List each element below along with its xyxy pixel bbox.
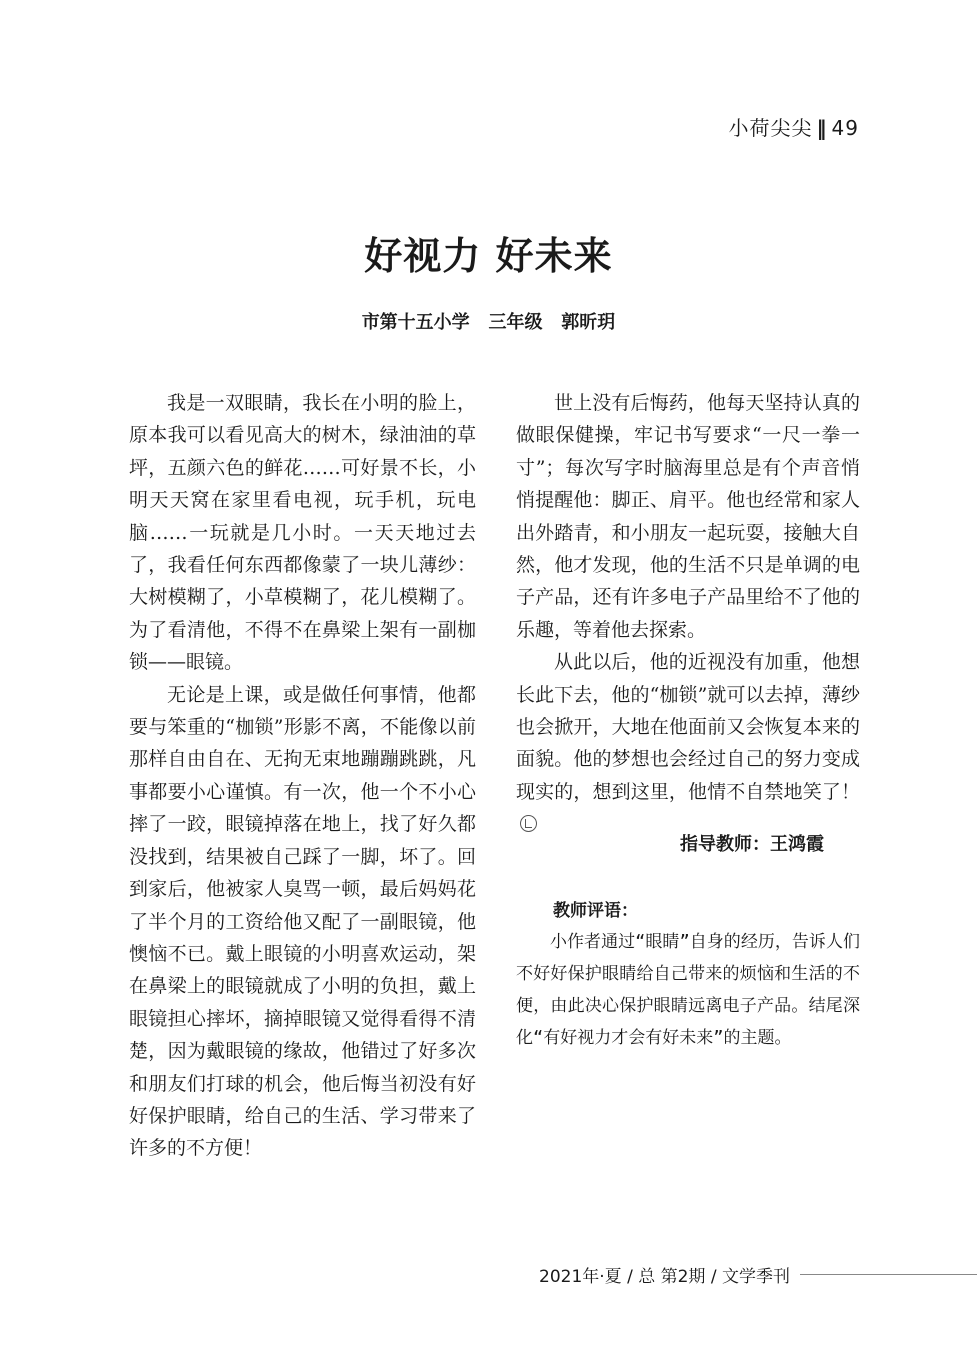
header-separator: ‖ <box>816 116 828 140</box>
section-name: 小荷尖尖 <box>728 116 813 140</box>
article-title: 好视力 好未来 <box>364 234 613 278</box>
running-header <box>729 112 859 141</box>
advisor-credit: 指导教师：王鸿霞 <box>680 834 824 855</box>
body-paragraph: 世上没有后悔药，他每天坚持认真的做眼保健操，牢记书写要求“一尺一拳一寸”；每次写字时脑海里总是有个声音悄悄提醒他：脚正、肩平。他也经常和家人出外踏青，和小朋友一起玩耍，接触大自然，他才发现，他的生活不只是单调的电子产品，还有许多电子产品里给不了他的乐趣，等着他去探索。 <box>516 392 860 641</box>
article-byline: 市第十五小学 三年级 郭昕玥 <box>361 312 616 333</box>
right-column <box>516 387 860 841</box>
body-paragraph-text: 从此以后，他的近视没有加重，他想长此下去，他的“枷锁”就可以去掉，薄纱也会掀开，大地在他面前又会恢复本来的面貌。他的梦想也会经过自己的努力变成现实的，想到这里，他情不自禁地笑了！ <box>516 651 860 803</box>
left-column <box>129 387 476 1165</box>
page-number: 49 <box>831 116 859 140</box>
teacher-comment-body: 小作者通过“眼睛”自身的经历，告诉人们不好好保护眼睛给自己带来的烦恼和生活的不便，由此决心保护眼睛远离电子产品。结尾深化“有好视力才会有好未来”的主题。 <box>516 932 860 1048</box>
article-end-mark-icon <box>520 815 537 832</box>
body-paragraph-last <box>516 646 860 840</box>
teacher-comment-heading: 教师评语： <box>553 901 638 921</box>
issue-footer: 2021年·夏 / 总 第2期 / 文学季刊 <box>539 1267 790 1287</box>
body-paragraph: 无论是上课，或是做任何事情，他都要与笨重的“枷锁”形影不离，不能像以前那样自由自在、无拘无束地蹦蹦跳跳，凡事都要小心谨慎。有一次，他一个不小心摔了一跤，眼镜掉落在地上，找了好久都没找到，结果被自己踩了一脚，坏了。回到家后，他被家人臭骂一顿，最后妈妈花了半个月的工资给他又配了一副眼镜，他懊恼不已。戴上眼镜的小明喜欢运动，架在鼻梁上的眼镜就成了小明的负担，戴上眼镜担心摔坏，摘掉眼镜又觉得看得不清楚，因为戴眼镜的缘故，他错过了好多次和朋友们打球的机会，他后悔当初没有好好保护眼睛，给自己的生活、学习带来了许多的不方便！ <box>129 683 476 1160</box>
footer-rule <box>800 1274 977 1275</box>
body-paragraph: 我是一双眼睛，我长在小明的脸上，原本我可以看见高大的树木，绿油油的草坪，五颜六色的鲜花……可好景不长，小明天天窝在家里看电视，玩手机，玩电脑……一玩就是几小时。一天天地过去了，我看任何东西都像蒙了一块儿薄纱：大树模糊了，小草模糊了，花儿模糊了。为了看清他，不得不在鼻梁上架有一副枷锁——眼镜。 <box>129 392 476 674</box>
